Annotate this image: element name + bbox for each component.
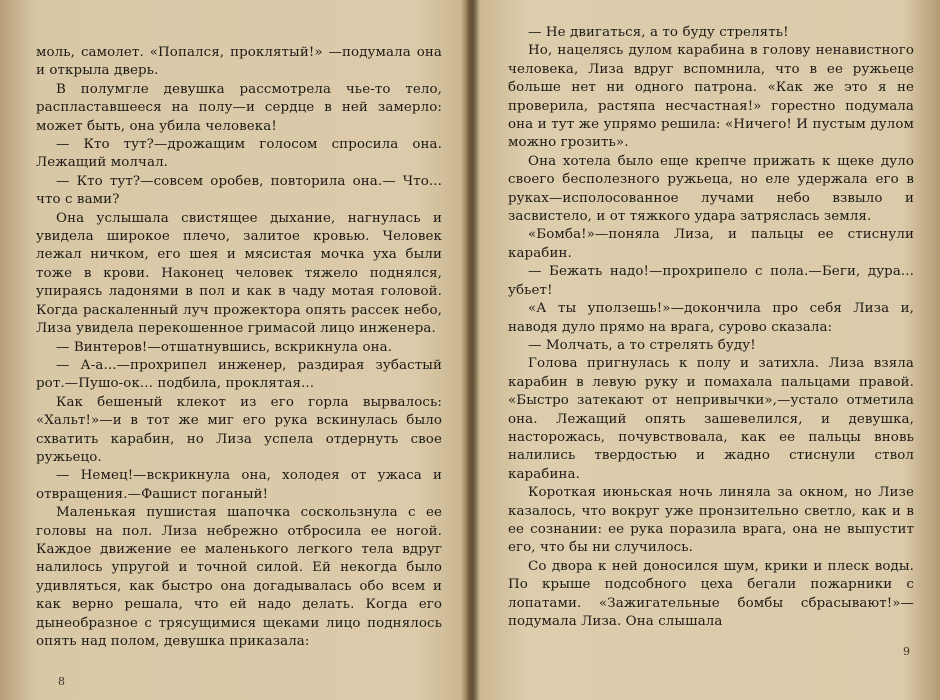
paragraph: Голова пригнулась к полу и затихла. Лиза взяла карабин в левую руку и помахала пальцами правой. «Быстро затекают от непривычки»,—устало отметила она. Лежащий опять зашевелился, и девушка, насторожась, почувствовала, как ее пальцы вновь налились твердостью и жадно стиснули ствол карабина. — [508, 356, 914, 482]
paragraph: Со двора к ней доносился шум, крики и плеск воды. По крыше подсобного цеха бегали пожарники с лопатами. «Зажигательные бомбы сбрасывают!»—подумала Лиза. Она слышала — [508, 558, 914, 629]
paragraph: — А-а...—прохрипел инженер, раздирая зубастый рот.—Пушо-ок... подбила, проклятая... — [36, 357, 442, 392]
right-page — [478, 0, 940, 700]
paragraph: «А ты уползешь!»—докончила про себя Лиза и, наводя дуло прямо на врага, сурово сказала: — [508, 301, 914, 335]
paragraph: В полумгле девушка рассмотрела чье-то тело, распластавшееся на полу—и сердце в ней замерло: может быть, она убила человека! — [36, 81, 442, 134]
paragraph: — Винтеров!—отшатнувшись, вскрикнула она. — [56, 339, 393, 355]
paragraph: — Не двигаться, а то буду стрелять! — [528, 25, 789, 40]
page-number: 9 — [903, 645, 910, 658]
paragraph: моль, самолет. «Попался, проклятый!» —подумала она и открыла дверь. — [36, 45, 442, 79]
paragraph: — Молчать, а то стрелять буду! — [528, 337, 756, 353]
paragraph: — Бежать надо!—прохрипело с пола.—Беги, дура... убьет! — [508, 264, 914, 298]
paragraph: — Немец!—вскрикнула она, холодея от ужаса и отвращения.—Фашист поганый! — [36, 468, 442, 502]
page-number: 8 — [58, 675, 65, 688]
paragraph: Как бешеный клекот из его горла вырвалось: «Хальт!»—и в тот же миг его рука вскинулась было схватить карабин, но Лиза успела отдернуть свое ружьецо. — [36, 394, 442, 465]
paragraph: Она хотела было еще крепче прижать к щеке дуло своего бесполезного ружьеца, но еле удержала его в руках—исполосованное лучами небо взвыло и засвистело, и от тяжкого удара затряслась земля. — [508, 153, 914, 225]
paragraph: Маленькая пушистая шапочка соскользнула с ее головы на пол. Лиза небрежно отбросила ее ногой. Каждое движение ее маленького легкого тела вдруг налилось упругой и точной силой. Ей некогда было удивляться, как быстро она догадывалась обо всем и как верно решала, что ей надо делать. Когда его дынеобразное с трясущимися щеками лицо поднялось опять над полом, девушка приказала: — [36, 505, 442, 649]
paragraph: — Кто тут?—совсем оробев, повторила она.— Что... что с вами? — [36, 173, 442, 208]
paragraph: Короткая июньская ночь линяла за окном, но Лизе казалось, что вокруг уже пронзительно светло, как и в ее сознании: ее рука поразила врага, она не выпустит его, что бы ни случилось. — [508, 485, 914, 556]
paragraph: — Кто тут?—дрожащим голосом спросила она. Лежащий молчал. — [36, 137, 442, 171]
paragraph: «Бомба!»—поняла Лиза, и пальцы ее стиснули карабин. — [508, 227, 914, 261]
paragraph: Она услышала свистящее дыхание, нагнулась и увидела широкое плечо, залитое кровью. Человек лежал ничком, его шея и мясистая мочка уха были тоже в крови. Наконец человек тяжело поднялся, упираясь ладонями в пол и как в чаду мотая головой. Когда раскаленный луч прожектора опять рассек небо, Лиза увидела перекошенное гримасой лицо инженера. — [36, 210, 442, 337]
paragraph: Но, нацелясь дулом карабина в голову ненавистного человека, Лиза вдруг вспомнила, что в ее ружьеце больше нет ни одного патрона. «Как же это я не проверила, растяпа несчастная!» горестно подумала она и тут же упрямо решила: «Ничего! И пустым дулом можно грозить». — [508, 43, 914, 151]
